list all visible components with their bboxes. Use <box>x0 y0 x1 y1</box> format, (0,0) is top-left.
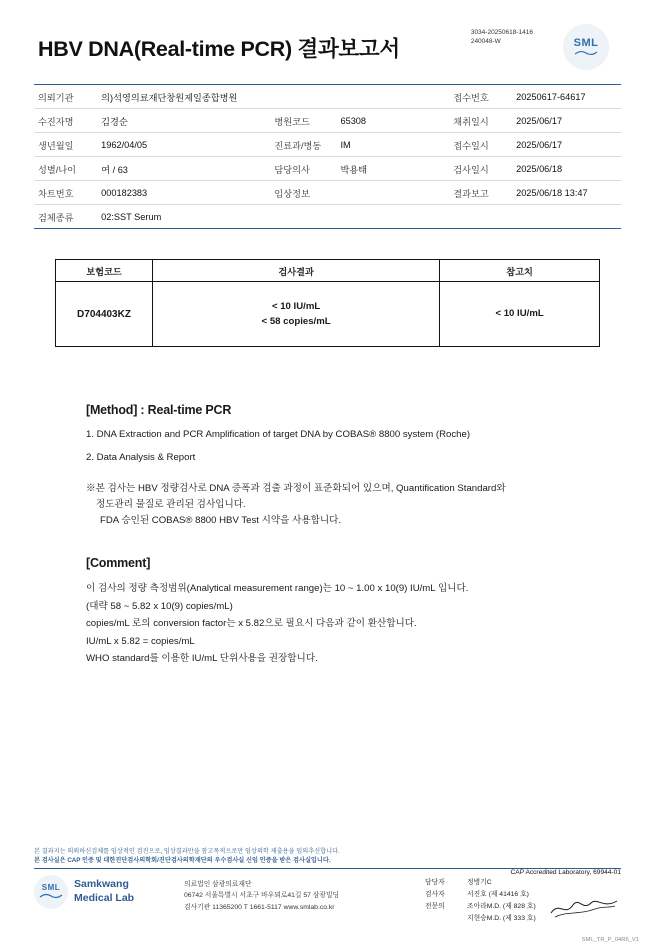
footer-logo <box>34 875 184 909</box>
signature-value: 조아라M.D. (제 828 호) <box>467 903 536 911</box>
info-label: 검사일시 <box>449 157 512 181</box>
info-value: 박용태 <box>336 157 449 181</box>
document-id: SML_TR_P_04R6_V1 <box>581 937 639 943</box>
table-row <box>34 157 621 181</box>
table-row <box>34 133 621 157</box>
handwritten-signature-icon <box>549 895 619 921</box>
comment-line: copies/mL 로의 conversion factor는 x 5.82으로 필요시 다음과 같이 환산합니다. <box>86 618 417 630</box>
result-table <box>55 259 600 347</box>
info-value <box>336 205 449 229</box>
result-reference <box>440 282 600 347</box>
footer-address <box>184 875 425 915</box>
info-label: 검체종류 <box>34 205 97 229</box>
result-value <box>153 282 440 347</box>
patient-info-table <box>34 85 621 229</box>
footer-signature-block <box>425 875 621 926</box>
comment-title: [Comment] <box>86 556 151 571</box>
info-label: 채취일시 <box>449 109 512 133</box>
info-value <box>336 85 449 109</box>
table-row <box>34 109 621 133</box>
signature-value: 정병기C <box>467 878 492 886</box>
method-title: [Method] : Real-time PCR <box>86 403 232 417</box>
signature-label: 검사자 <box>425 890 445 898</box>
info-value: 2025/06/17 <box>512 133 621 157</box>
footer-lab-name <box>74 878 134 904</box>
info-label <box>270 205 336 229</box>
column-header-result: 검사결과 <box>153 260 440 282</box>
table-header-row <box>56 260 600 282</box>
method-note-line2: 정도관리 물질로 관리된 검사입니다. <box>96 498 246 510</box>
signature-row <box>425 877 621 889</box>
footer-address-line2: 06742 서울특별시 서초구 바우뫼로41길 57 삼광빌딩 <box>184 892 340 900</box>
header-code-line1: 3034-20250618-1416 <box>470 29 533 36</box>
sml-logo <box>563 24 619 70</box>
info-value: 65308 <box>336 109 449 133</box>
signature-label <box>425 913 467 925</box>
info-value: 20250617-64617 <box>512 85 621 109</box>
method-item: 2. Data Analysis & Report <box>86 452 196 463</box>
info-label: 임상정보 <box>270 181 336 205</box>
report-page <box>0 22 655 947</box>
info-value: IM <box>336 133 449 157</box>
document-footer <box>0 847 655 947</box>
info-value: 000182383 <box>97 181 270 205</box>
info-label: 담당의사 <box>270 157 336 181</box>
footer-address-line3: 검사기관 11365200 T 1661-5117 www.smlab.co.kr <box>184 904 335 912</box>
info-value: 의)석영의료재단창원제일종합병원 <box>97 85 270 109</box>
method-section <box>86 403 625 528</box>
column-header-code: 보험코드 <box>56 260 153 282</box>
info-value: 2025/06/18 <box>512 157 621 181</box>
signature-value: 지현승M.D. (제 333 호) <box>467 915 536 923</box>
info-label: 생년월일 <box>34 133 97 157</box>
swoosh-icon <box>39 893 63 899</box>
info-value <box>512 205 621 229</box>
comment-line: IU/mL x 5.82 = copies/mL <box>86 635 195 647</box>
signature-value: 서진호 (제 41416 호) <box>467 890 529 898</box>
info-value: 1962/04/05 <box>97 133 270 157</box>
result-reference-value: < 10 IU/mL <box>495 308 544 320</box>
info-value: 2025/06/18 13:47 <box>512 181 621 205</box>
header-code-block <box>471 28 533 47</box>
info-label: 수진자명 <box>34 109 97 133</box>
method-note-line1: ※본 검사는 HBV 정량검사로 DNA 증폭과 검출 과정이 표준화되어 있으며, Quantification Standard와 <box>86 483 506 494</box>
info-value: 김경순 <box>97 109 270 133</box>
info-label: 진료과/병동 <box>270 133 336 157</box>
cap-accreditation-text: CAP Accredited Laboratory, 69944-01 <box>510 869 621 876</box>
comment-section <box>86 556 625 668</box>
comment-line: 이 검사의 정량 측정범위(Analytical measurement range)는 10 ~ 1.00 x 10(9) IU/mL 입니다. <box>86 583 469 595</box>
signature-label: 담당자 <box>425 878 445 886</box>
result-table-wrapper <box>55 259 600 347</box>
swoosh-icon <box>574 50 598 56</box>
result-value-line1: < 10 IU/mL <box>271 300 321 312</box>
info-label: 접수번호 <box>449 85 512 109</box>
footer-logo-circle <box>34 875 68 909</box>
info-label: 차트번호 <box>34 181 97 205</box>
info-label: 의뢰기관 <box>34 85 97 109</box>
info-value <box>336 181 449 205</box>
footer-disclaimer <box>34 847 621 866</box>
info-value: 여 / 63 <box>97 157 270 181</box>
footer-disclaimer-line1: 본 결과지는 의뢰하신검체를 임상적인 검진으로, 임상결과만을 참고목적으로만 임상의학 제출용을 임의추신합니다. <box>34 848 340 855</box>
info-value: 02:SST Serum <box>97 205 270 229</box>
page-title: HBV DNA(Real-time PCR) 결과보고서 <box>38 37 400 61</box>
info-label: 성별/나이 <box>34 157 97 181</box>
footer-logo-text: SML <box>41 883 61 893</box>
document-header <box>30 22 625 80</box>
footer-disclaimer-line2: 본 검사실은 CAP 인증 및 대한진단검사의학회/진단검사의학재단의 우수검사실 신임 인증을 받은 검사실입니다. <box>34 857 331 865</box>
footer-lab-name-line2: Medical Lab <box>74 891 135 904</box>
result-value-line2: < 58 copies/mL <box>261 316 331 327</box>
result-code: D704403KZ <box>56 282 153 347</box>
method-item: 1. DNA Extraction and PCR Amplification of target DNA by COBAS® 8800 system (Roche) <box>86 429 471 440</box>
header-code-line2: 240048-W <box>470 38 501 46</box>
footer-address-line1: 의료법인 삼광의료재단 <box>184 880 252 888</box>
sml-logo-circle <box>563 24 609 70</box>
info-label: 병원코드 <box>270 109 336 133</box>
info-label <box>449 205 512 229</box>
table-row <box>34 181 621 205</box>
footer-lab-name-line1: Samkwang <box>74 878 129 891</box>
info-value: 2025/06/17 <box>512 109 621 133</box>
table-row <box>34 85 621 109</box>
info-label: 접수일시 <box>449 133 512 157</box>
info-label <box>270 85 336 109</box>
signature-label: 전문의 <box>425 903 445 911</box>
info-label: 결과보고 <box>449 181 512 205</box>
table-row <box>34 205 621 229</box>
comment-body <box>86 581 625 668</box>
comment-line: (대략 58 ~ 5.82 x 10(9) copies/mL) <box>86 600 233 612</box>
table-row <box>56 282 600 347</box>
footer-content <box>34 875 621 926</box>
method-note-line3: FDA 승인된 COBAS® 8800 HBV Test 시약을 사용합니다. <box>100 514 342 526</box>
comment-line: WHO standard를 이용한 IU/mL 단위사용을 권장합니다. <box>86 653 318 665</box>
method-note <box>86 481 625 528</box>
column-header-reference: 참고치 <box>440 260 600 282</box>
sml-logo-text: SML <box>573 37 599 49</box>
